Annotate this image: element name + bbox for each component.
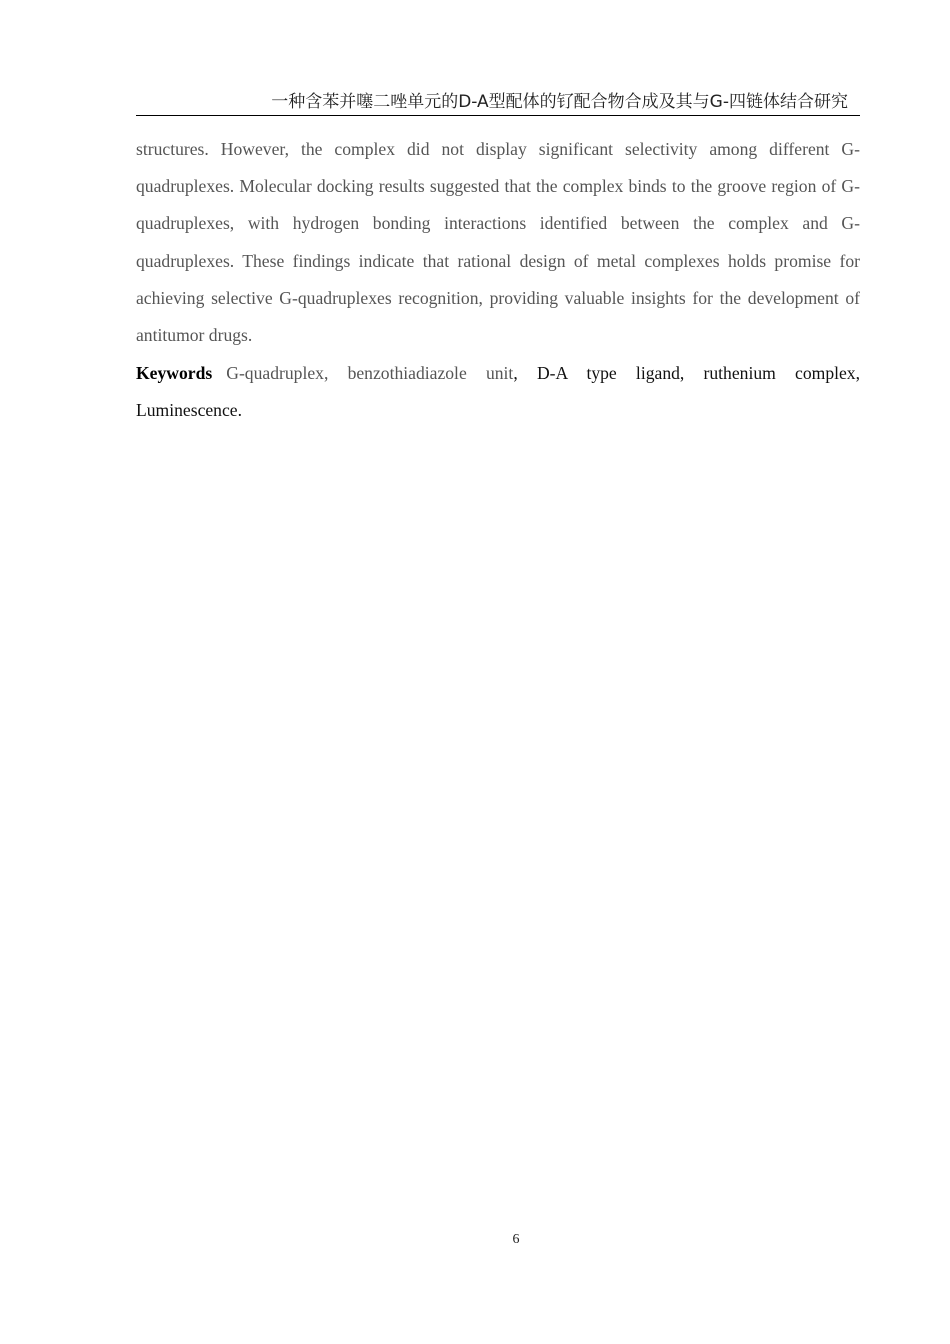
keywords-line bbox=[136, 355, 860, 429]
running-header bbox=[136, 90, 860, 116]
keywords-label: Keywords bbox=[136, 363, 213, 383]
running-header-title: 一种含苯并噻二唑单元的D-A型配体的钌配合物合成及其与G-四链体结合研究 bbox=[271, 92, 848, 112]
page-number: 6 bbox=[512, 1232, 520, 1247]
abstract-paragraph: structures. However, the complex did not display significant selectivity among different G-quadruplexes. Molecular docking results suggested that the complex binds to the groove region of G-quadruplexes, with hydrogen bonding interactions identified between the complex and G-quadruplexes. These findings indicate that rational design of metal complexes holds promise for achieving selective G-quadruplexes recognition, providing valuable insights for the development of antitumor drugs. bbox=[136, 139, 860, 346]
keyword-g-quadruplex: G-quadruplex bbox=[226, 363, 324, 383]
keyword-remaining: D-A type ligand, ruthenium complex, Luminescence. bbox=[136, 363, 861, 421]
keyword-separator: , bbox=[323, 363, 348, 383]
keyword-benzothiadiazole: benzothiadiazole unit bbox=[347, 363, 514, 383]
keyword-separator: , bbox=[513, 363, 537, 383]
